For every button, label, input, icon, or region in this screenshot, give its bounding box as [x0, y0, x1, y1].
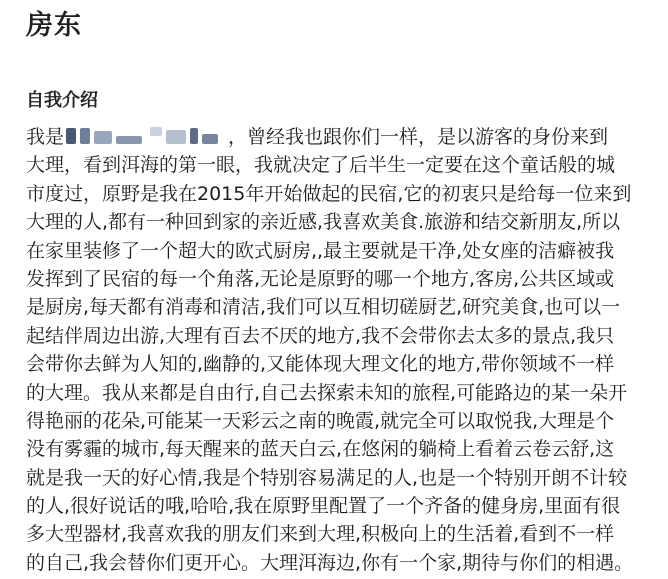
- bio-line: 没有雾霾的城市,每天醒来的蓝天白云,在悠闲的躺椅上看着云卷云舒,这: [26, 438, 615, 461]
- section-title-self-intro: 自我介绍: [26, 90, 98, 111]
- bio-line: 的自己,我会替你们更开心。大理洱海边,你有一个家,期待与你们的相遇。: [26, 551, 634, 574]
- redaction-block: [116, 136, 142, 144]
- bio-line: 的人,很好说话的哦,哈哈,我在原野里配置了一个齐备的健身房,里面有很: [26, 495, 621, 518]
- bio-line: 大理，看到洱海的第一眼，我就决定了后半生一定要在这个童话般的城: [26, 154, 616, 177]
- bio-line: 大理的人,都有一种回到家的亲近感,我喜欢美食.旅游和结交新朋友,所以: [26, 211, 621, 234]
- bio-line: 是厨房,每天都有消毒和清洁,我们可以互相切磋厨艺,研究美食,也可以一: [26, 296, 621, 319]
- redaction-block: [94, 131, 112, 144]
- bio-line: 多大型器材,我喜欢我的朋友们来到大理,积极向上的生活着,看到不一样: [26, 523, 615, 546]
- bio-line: 就是我一天的好心情,我是个特别容易满足的人,也是一个特别开朗不计较: [26, 466, 628, 489]
- bio-line: 在家里装修了一个超大的欧式厨房,,最主要就是干净,处女座的洁癖被我: [26, 239, 615, 262]
- bio-text: [26, 123, 658, 577]
- bio-line: 市度过，原野是我在2015年开始做起的民宿,它的初衷只是给每一位来到: [26, 182, 632, 205]
- page-title: 房东: [26, 10, 82, 41]
- bio-line: 的大理。我从来都是自由行,自己去探索未知的旅程,可能路边的某一朵开: [26, 381, 628, 404]
- bio-line: 发挥到了民宿的每一个角落,无论是原野的哪一个地方,客房,公共区域或: [26, 267, 615, 290]
- bio-line: 会带你去鲜为人知的,幽静的,又能体现大理文化的地方,带你领域不一样: [26, 353, 615, 376]
- bio-lead: 我是: [26, 126, 65, 148]
- redaction-block: [80, 128, 90, 144]
- redaction-block: [190, 128, 198, 144]
- bio-after-redaction: ，曾经我也跟你们一样，是以游客的身份来到: [228, 126, 609, 148]
- redaction-block: [66, 128, 76, 144]
- redaction-block: [150, 127, 162, 136]
- bio-line: [26, 123, 658, 151]
- bio-line: 得艳丽的花朵,可能某一天彩云之南的晚霞,就完全可以取悦我,大理是个: [26, 409, 615, 432]
- redaction-block: [166, 130, 186, 144]
- bio-line: 起结伴周边出游,大理有百去不厌的地方,我不会带你去太多的景点,我只: [26, 324, 615, 347]
- redacted-name: [66, 126, 224, 146]
- redaction-block: [202, 134, 218, 144]
